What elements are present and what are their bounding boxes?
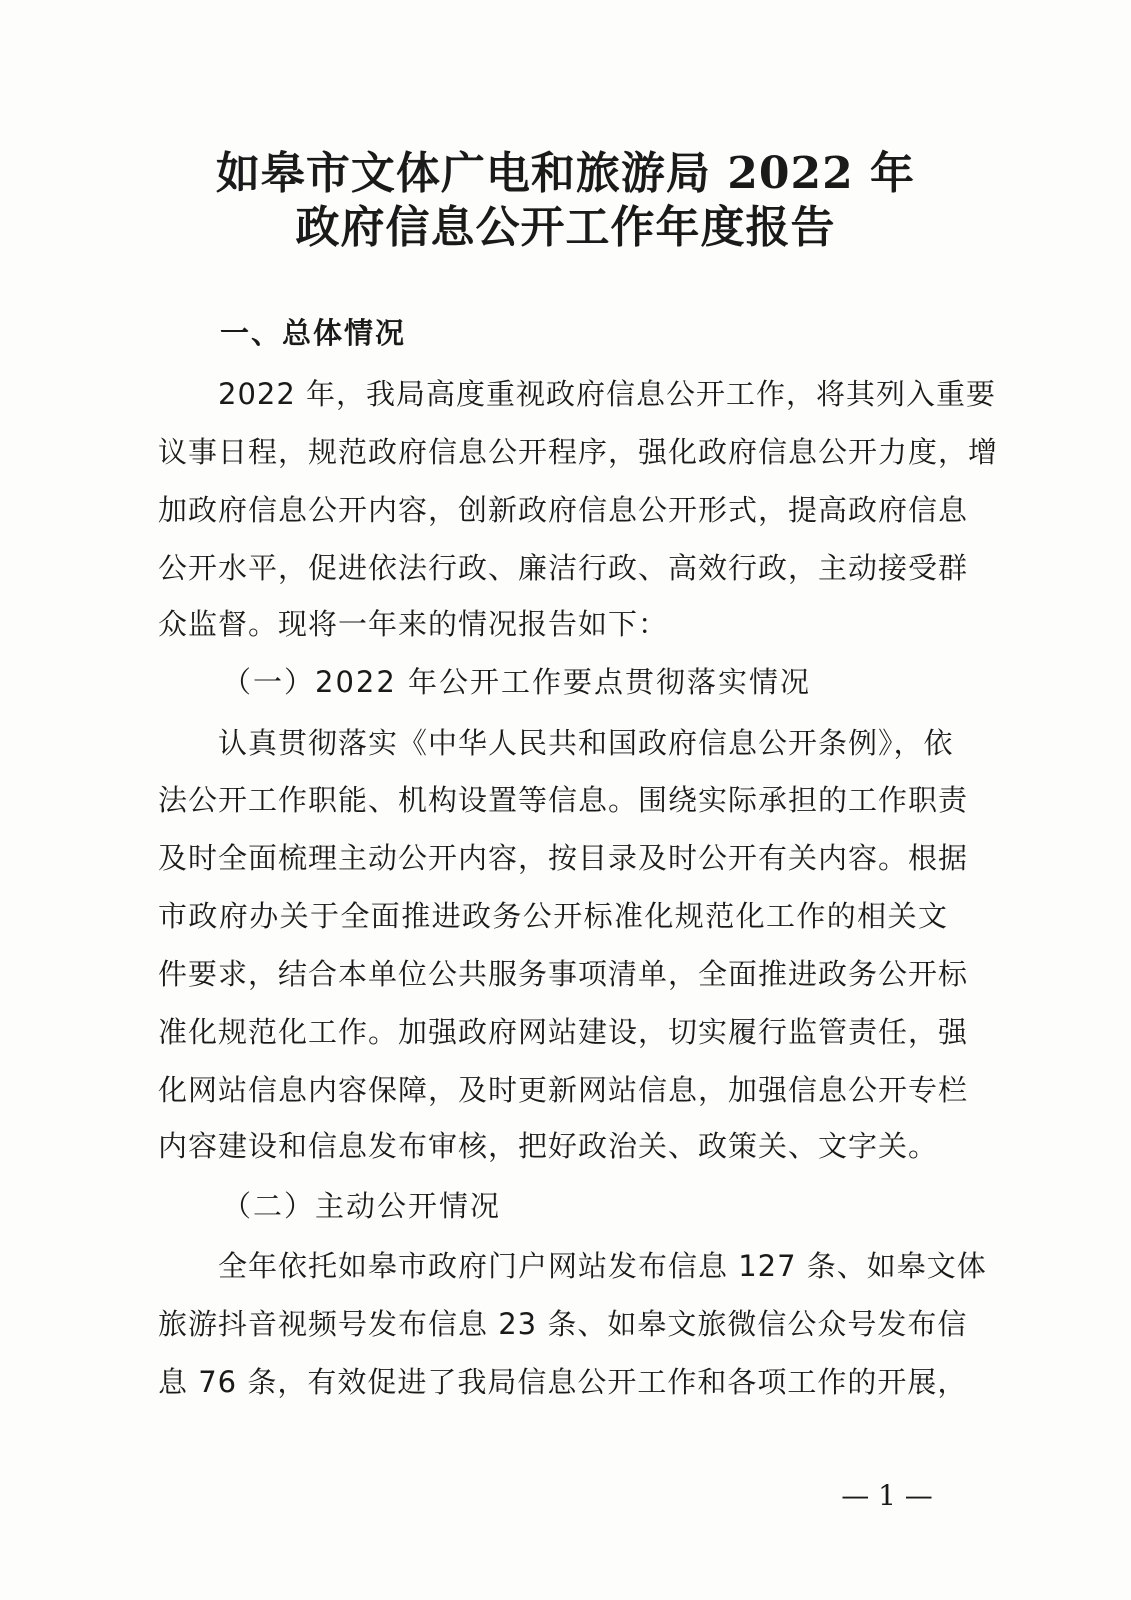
paragraph-line: 众监督。现将一年来的情况报告如下： (158, 607, 669, 641)
paragraph-line: 法公开工作职能、机构设置等信息。围绕实际承担的工作职责 (158, 783, 969, 817)
paragraph-line: 化网站信息内容保障，及时更新网站信息，加强信息公开专栏 (158, 1073, 969, 1107)
paragraph-line: 认真贯彻落实《中华人民共和国政府信息公开条例》，依 (218, 726, 954, 760)
subsection-heading-proactive-disclosure: （二）主动公开情况 (222, 1189, 502, 1223)
paragraph-line: 准化规范化工作。加强政府网站建设，切实履行监管责任，强 (158, 1015, 969, 1049)
paragraph-line: 旅游抖音视频号发布信息 23 条、如皋文旅微信公众号发布信 (158, 1307, 968, 1341)
paragraph-line: 及时全面梳理主动公开内容，按目录及时公开有关内容。根据 (158, 841, 969, 875)
paragraph-line: 息 76 条，有效促进了我局信息公开工作和各项工作的开展， (158, 1365, 968, 1399)
paragraph-line: 件要求，结合本单位公共服务事项清单，全面推进政务公开标 (158, 957, 969, 991)
document-title-line-1: 如皋市文体广电和旅游局 2022 年 (215, 148, 916, 199)
paragraph-line: 加政府信息公开内容，创新政府信息公开形式，提高政府信息 (158, 493, 969, 527)
paragraph-line: 议事日程，规范政府信息公开程序，强化政府信息公开力度，增 (158, 435, 999, 469)
paragraph-line: 2022 年，我局高度重视政府信息公开工作，将其列入重要 (218, 377, 997, 411)
paragraph-line: 全年依托如皋市政府门户网站发布信息 127 条、如皋文体 (218, 1249, 987, 1283)
document-title-line-2: 政府信息公开工作年度报告 (295, 202, 836, 253)
section-heading-overview: 一、总体情况 (220, 316, 407, 350)
subsection-heading-implementation: （一）2022 年公开工作要点贯彻落实情况 (222, 665, 812, 699)
paragraph-line: 公开水平，促进依法行政、廉洁行政、高效行政，主动接受群 (158, 551, 969, 585)
paragraph-line: 市政府办关于全面推进政务公开标准化规范化工作的相关文 (158, 899, 948, 933)
paragraph-line: 内容建设和信息发布审核，把好政治关、政策关、文字关。 (158, 1129, 939, 1163)
page-number: — 1 — (841, 1479, 933, 1512)
